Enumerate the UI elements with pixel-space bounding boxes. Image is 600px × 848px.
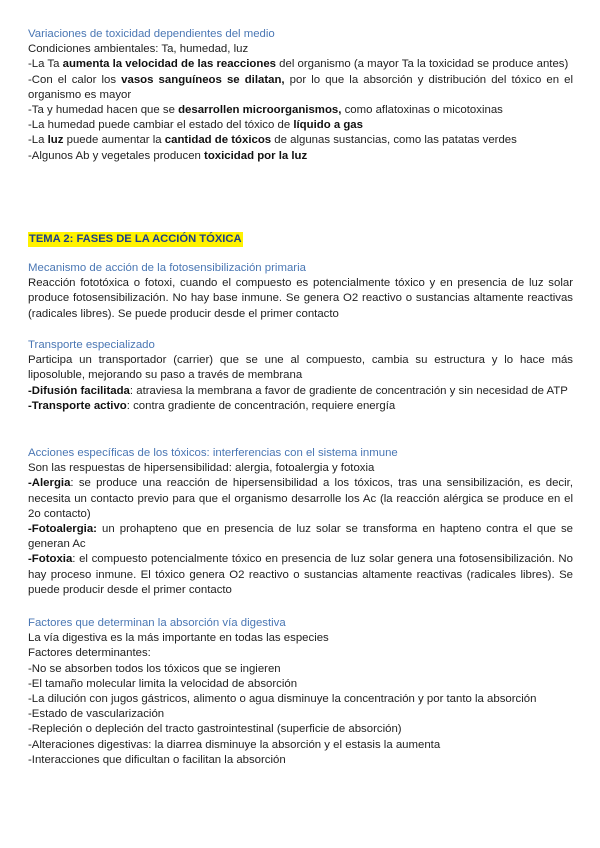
bullet-item: -Difusión facilitada: atraviesa la membrana a favor de gradiente de concentración y sin necesidad de ATP <box>28 384 568 397</box>
bullet-item: -Interacciones que dificultan o facilitan la absorción <box>28 753 286 766</box>
bullet-item: -Alergia: se produce una reacción de hipersensibilidad a los tóxicos, tras una sensibilización, es decir, necesita un contacto previo para que el organismo desarrolle los Ac (la reacción alérgica se produce en el 2o contacto) <box>28 477 573 520</box>
section-immune <box>28 446 573 598</box>
bullet-item: -Fotoxia: el compuesto potencialmente tóxico en presencia de luz solar genera una fotosensibilización. No hay proceso inmune. El tóxico genera O2 reactivo o sustancias altamente reactivas (radicales libres). Se puede producir desde el primer contacto <box>28 553 573 596</box>
paragraph: Participa un transportador (carrier) que se une al compuesto, cambia su estructura y lo hace más liposoluble, mejorando su paso a través de membrana <box>28 354 573 382</box>
bullet-item: -No se absorben todos los tóxicos que se ingieren <box>28 662 281 675</box>
bullet-item: -Transporte activo: contra gradiente de concentración, requiere energía <box>28 399 396 412</box>
bullet-item: -Alteraciones digestivas: la diarrea disminuye la absorción y el estasis la aumenta <box>28 738 441 751</box>
paragraph: Condiciones ambientales: Ta, humedad, luz <box>28 43 249 56</box>
bullet-item: -La luz puede aumentar la cantidad de tóxicos de algunas sustancias, como las patatas verdes <box>28 134 517 147</box>
bullet-item: -Con el calor los vasos sanguíneos se dilatan, por lo que la absorción y distribución del tóxico en el organismo es mayor <box>28 73 573 101</box>
section-transport <box>28 338 573 414</box>
paragraph: Reacción fototóxica o fotoxi, cuando el compuesto es potencialmente tóxico y en presencia de luz solar produce fotosensibilización. No hay base inmune. Se genera O2 reactivo o sustancias altamente reactivas (radicales libres). Se puede producir desde el primer contacto <box>28 277 573 320</box>
section-heading: Variaciones de toxicidad dependientes del medio <box>28 28 275 40</box>
bullet-item: -Repleción o depleción del tracto gastrointestinal (superficie de absorción) <box>28 723 402 736</box>
section-heading: Transporte especializado <box>28 339 155 351</box>
paragraph: La vía digestiva es la más importante en todas las especies <box>28 632 329 645</box>
section-heading: Acciones específicas de los tóxicos: interferencias con el sistema inmune <box>28 447 398 459</box>
bullet-item: -El tamaño molecular limita la velocidad de absorción <box>28 677 298 690</box>
paragraph: Son las respuestas de hipersensibilidad: alergia, fotoalergia y fotoxia <box>28 462 375 475</box>
bullet-item: -Ta y humedad hacen que se desarrollen microorganismos, como aflatoxinas o micotoxinas <box>28 104 503 117</box>
bullet-item: -Estado de vascularización <box>28 708 165 721</box>
section-digestive <box>28 616 573 768</box>
section-environment <box>28 27 573 164</box>
chapter-title: TEMA 2: FASES DE LA ACCIÓN TÓXICA <box>29 233 242 245</box>
bullet-item: -La humedad puede cambiar el estado del tóxico de líquido a gas <box>28 119 363 132</box>
section-heading: Factores que determinan la absorción vía digestiva <box>28 617 286 629</box>
section-photosensitization <box>28 261 573 322</box>
tema-block <box>28 229 573 247</box>
bullet-item: -Fotoalergia: un prohapteno que en presencia de luz solar se transforma en hapteno contra el que se generan Ac <box>28 523 573 551</box>
paragraph: Factores determinantes: <box>28 647 151 660</box>
bullet-item: -La dilución con jugos gástricos, alimento o agua disminuye la concentración y por tanto la absorción <box>28 693 537 706</box>
bullet-item: -Algunos Ab y vegetales producen toxicidad por la luz <box>28 149 308 162</box>
section-heading: Mecanismo de acción de la fotosensibilización primaria <box>28 262 306 274</box>
bullet-item: -La Ta aumenta la velocidad de las reacciones del organismo (a mayor Ta la toxicidad se produce antes) <box>28 58 569 71</box>
